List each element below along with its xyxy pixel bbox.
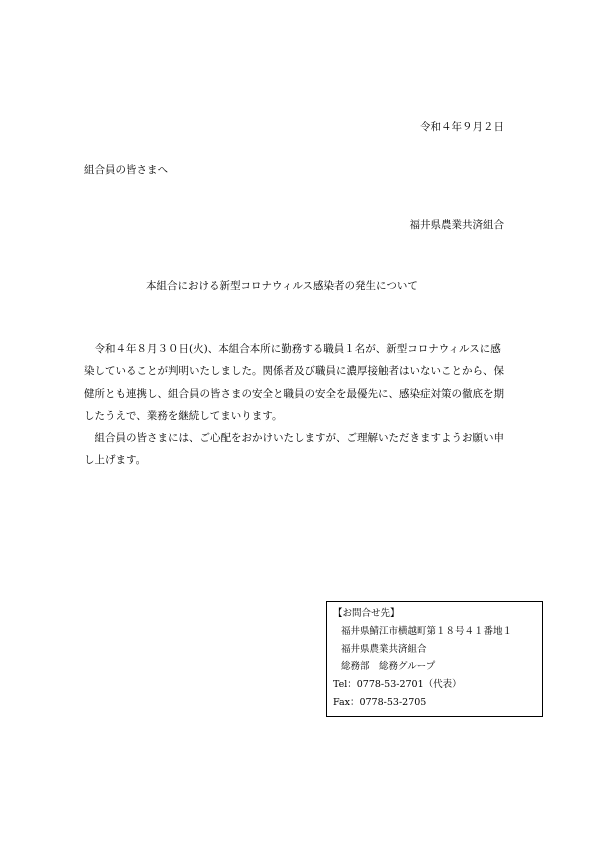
document-date: 令和４年９月２日	[420, 121, 504, 133]
body-paragraph-2: 組合員の皆さまには、ご心配をおかけいたしますが、ご理解いただきますようお願い申し上げます。	[84, 432, 504, 467]
contact-tel: Tel：0778-53-2701（代表）	[333, 679, 462, 691]
document-title: 本組合における新型コロナウィルス感染者の発生について	[146, 280, 418, 292]
sender-organization: 福井県農業共済組合	[409, 219, 504, 231]
contact-box	[326, 601, 543, 717]
addressee: 組合員の皆さまへ	[84, 164, 168, 176]
document-body	[84, 338, 504, 472]
contact-organization: 福井県農業共済組合	[341, 643, 427, 655]
contact-address: 福井県鯖江市横越町第１８号４１番地１	[341, 625, 513, 637]
body-paragraph-1: 令和４年８月３０日(火)、本組合本所に勤務する職員１名が、新型コロナウィルスに感染していることが判明いたしました。関係者及び職員に濃厚接触者はいないことから、保健所とも連携し、組合員の皆さまの安全と職員の安全を最優先に、感染症対策の徹底を期したうえで、業務を継続してまいります。	[84, 343, 504, 422]
contact-department: 総務部 総務グループ	[341, 661, 436, 673]
contact-fax: Fax：0778-53-2705	[333, 696, 427, 708]
contact-heading: 【お問合せ先】	[333, 608, 400, 619]
